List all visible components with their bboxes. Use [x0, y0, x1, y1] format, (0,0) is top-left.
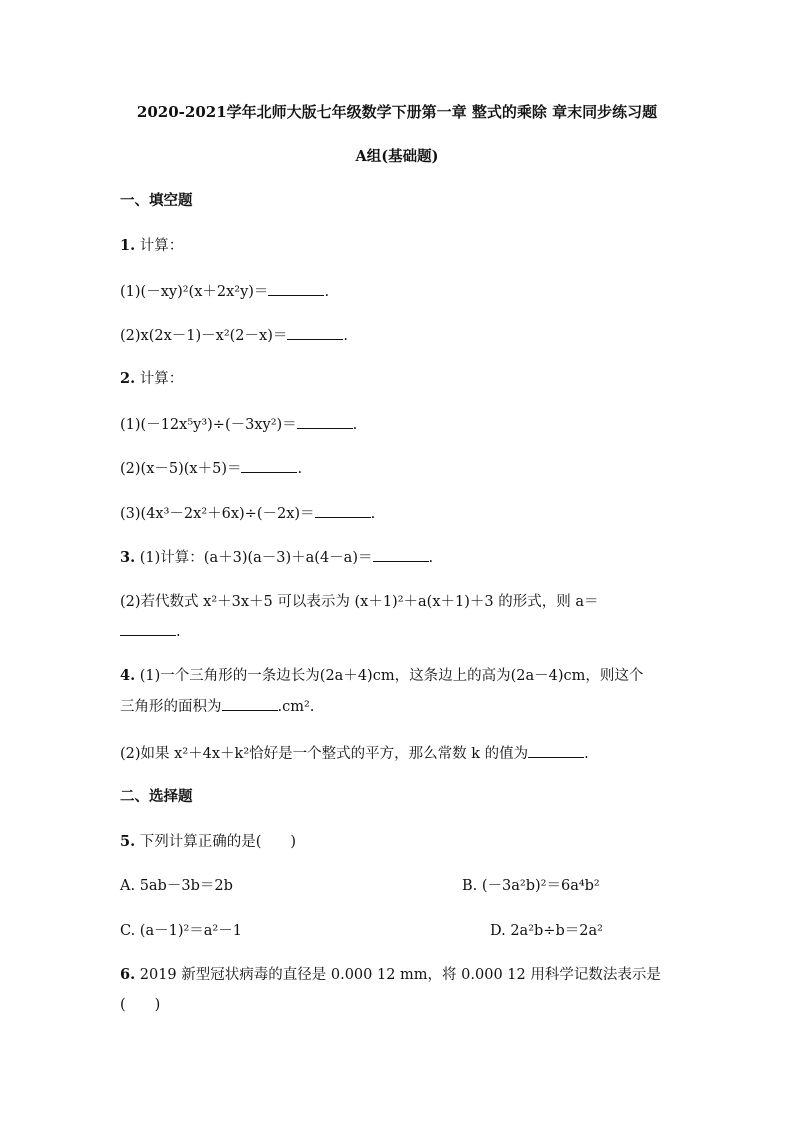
section-choice-heading: 二、选择题	[120, 788, 193, 805]
question-3-part-1	[120, 547, 433, 568]
question-2-part-3-text: (3)(4x³－2x²＋6x)÷(－2x)＝	[120, 506, 315, 522]
question-1-stem	[120, 236, 183, 256]
question-4-number: 4.	[120, 667, 136, 684]
question-2-text: 计算：	[135, 371, 184, 387]
question-3-number: 3.	[120, 549, 136, 566]
question-1-part-2	[120, 325, 348, 346]
answer-blank[interactable]	[241, 458, 297, 473]
answer-blank[interactable]	[373, 547, 429, 562]
question-5-number: 5.	[120, 833, 136, 850]
question-1-part-2-text: (2)x(2x－1)－x²(2－x)＝	[120, 328, 288, 344]
question-5-options-row-1	[120, 876, 680, 896]
question-2-stem	[120, 369, 183, 389]
question-4-part-2	[120, 743, 589, 764]
question-5-stem	[120, 832, 296, 852]
question-2-part-1	[120, 414, 357, 435]
period: .	[584, 746, 589, 762]
group-heading: A组(基础题)	[355, 148, 439, 165]
question-2-part-2	[120, 458, 302, 479]
question-4-part-1-cont-text: 三角形的面积为	[120, 699, 222, 715]
question-5-options-row-2	[120, 921, 680, 941]
period: .	[352, 417, 358, 433]
option-b[interactable]: B. (－3a²b)²＝6a⁴b²	[462, 878, 600, 894]
period: .	[428, 550, 434, 566]
option-a[interactable]: A. 5ab－3b＝2b	[120, 878, 233, 894]
question-6-stem	[120, 965, 661, 985]
question-1-part-1	[120, 281, 329, 302]
question-6-number: 6.	[120, 966, 136, 983]
section-fill-heading: 一、填空题	[120, 192, 193, 209]
answer-blank[interactable]	[297, 414, 353, 429]
question-1-part-1-text: (1)(－xy)²(x＋2x²y)＝	[120, 284, 269, 300]
question-2-part-2-text: (2)(x－5)(x＋5)＝	[120, 461, 242, 477]
question-1-text: 计算：	[135, 238, 184, 254]
question-2-part-1-text: (1)(－12x⁵y³)÷(－3xy²)＝	[120, 417, 297, 433]
question-4-part-1-continued	[120, 696, 314, 717]
unit-suffix: .cm².	[277, 699, 315, 715]
document-title: 2020-2021学年北师大版七年级数学下册第一章 整式的乘除 章末同步练习题	[136, 103, 658, 121]
question-3-part-2: (2)若代数式 x²＋3x＋5 可以表示为 (x＋1)²＋a(x＋1)＋3 的形式，则 a＝	[120, 594, 599, 610]
period: .	[370, 506, 376, 522]
question-5-text: 下列计算正确的是( )	[135, 834, 297, 850]
answer-blank[interactable]	[287, 325, 343, 340]
period: .	[297, 461, 303, 477]
question-4-part-1-text: (1)一个三角形的一条边长为(2a＋4)cm，这条边上的高为(2a－4)cm，则这个	[135, 668, 644, 684]
answer-blank[interactable]	[315, 503, 371, 518]
question-2-part-3	[120, 503, 375, 524]
answer-blank[interactable]	[222, 696, 278, 711]
question-6-answer-bracket: ( )	[120, 997, 161, 1013]
question-3-part-1-text: (1)计算：(a＋3)(a－3)＋a(4－a)＝	[135, 550, 373, 566]
question-4-part-2-text: (2)如果 x²＋4x＋k²恰好是一个整式的平方，那么常数 k 的值为	[120, 746, 529, 762]
question-4-part-1	[120, 666, 643, 686]
option-c[interactable]: C. (a－1)²＝a²－1	[120, 923, 242, 939]
question-2-number: 2.	[120, 370, 136, 387]
period: .	[324, 284, 330, 300]
question-3-part-2-answer-line	[120, 621, 181, 642]
question-6-text: 2019 新型冠状病毒的直径是 0.000 12 mm，将 0.000 12 用科学记数法表示是	[135, 967, 661, 983]
answer-blank[interactable]	[120, 621, 176, 636]
answer-blank[interactable]	[268, 281, 324, 296]
period: .	[176, 624, 181, 640]
period: .	[343, 328, 348, 344]
question-1-number: 1.	[120, 237, 136, 254]
answer-blank[interactable]	[528, 743, 584, 758]
option-d[interactable]: D. 2a²b÷b＝2a²	[490, 923, 603, 939]
